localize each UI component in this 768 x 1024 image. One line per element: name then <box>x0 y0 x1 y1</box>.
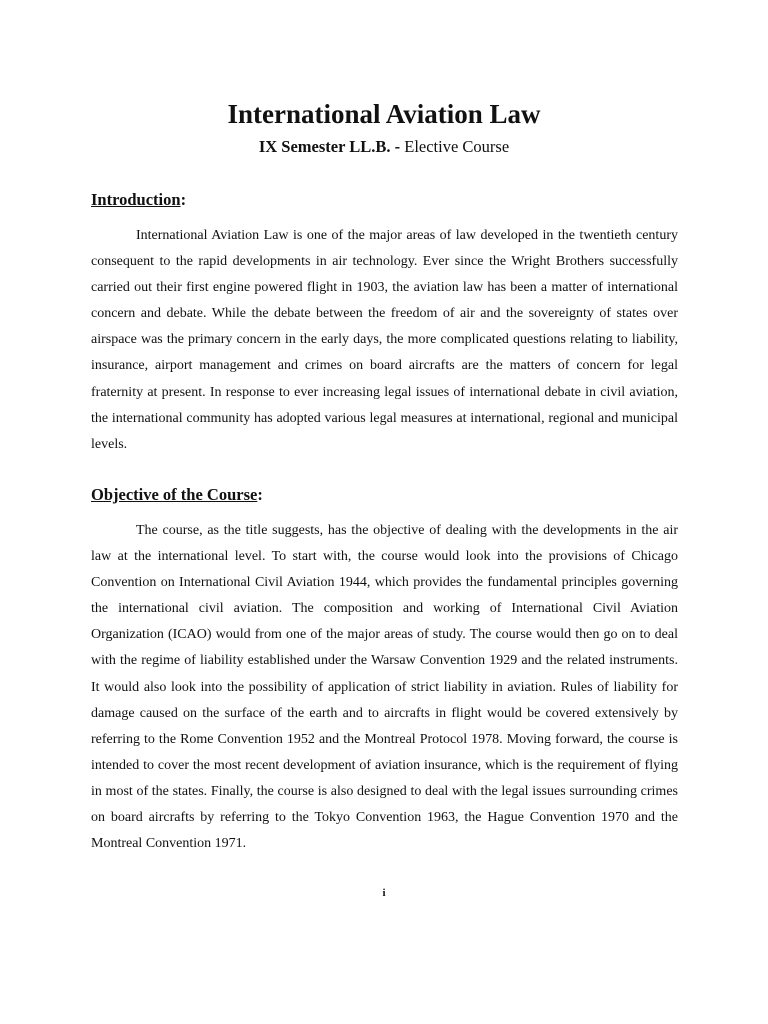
section-heading-objective <box>91 483 263 507</box>
section-heading-text: Introduction <box>91 190 181 209</box>
objective-paragraph: The course, as the title suggests, has the objective of dealing with the developments in the air law at the international level. To start with, the course would look into the provisions of Chicago Convention on International Civil Aviation 1944, which provides the fundamental principles governing the international civil aviation. The composition and working of International Civil Aviation Organization (ICAO) would from one of the major areas of study. The course would then go on to deal with the regime of liability established under the Warsaw Convention 1929 and the related instruments. It would also look into the possibility of application of strict liability in aviation. Rules of liability for damage caused on the surface of the earth and to aircrafts in flight would be covered extensively by referring to the Rome Convention 1952 and the Montreal Protocol 1978. Moving forward, the course is intended to cover the most recent development of aviation insurance, which is the requirement of flying in most of the states. Finally, the course is also designed to deal with the legal issues surrounding crimes on board aircrafts by referring to the Tokyo Convention 1963, the Hague Convention 1970 and the Montreal Convention 1971. <box>91 523 678 852</box>
page-number: i <box>382 887 386 899</box>
section-heading-text: Objective of the Course <box>91 485 258 504</box>
subtitle-semester: IX Semester LL.B. - <box>258 137 401 156</box>
document-subtitle <box>0 135 768 159</box>
section-heading-colon: : <box>180 190 187 209</box>
introduction-paragraph: International Aviation Law is one of the major areas of law developed in the twentieth century consequent to the rapid developments in air technology. Ever since the Wright Brothers successfully carried out their first engine powered flight in 1903, the aviation law has been a matter of international concern and debate. While the debate between the freedom of air and the sovereignty of states over airspace was the primary concern in the early days, the more complicated questions relating to liability, insurance, airport management and crimes on board aircrafts are the matters of concern for legal fraternity at present. In response to ever increasing legal issues of international debate in civil aviation, the international community has adopted various legal measures at international, regional and municipal levels. <box>91 228 678 452</box>
section-heading-introduction <box>91 188 186 212</box>
section-heading-colon: : <box>257 485 263 504</box>
document-title: International Aviation Law <box>227 99 541 129</box>
subtitle-course-type: Elective Course <box>400 137 510 156</box>
